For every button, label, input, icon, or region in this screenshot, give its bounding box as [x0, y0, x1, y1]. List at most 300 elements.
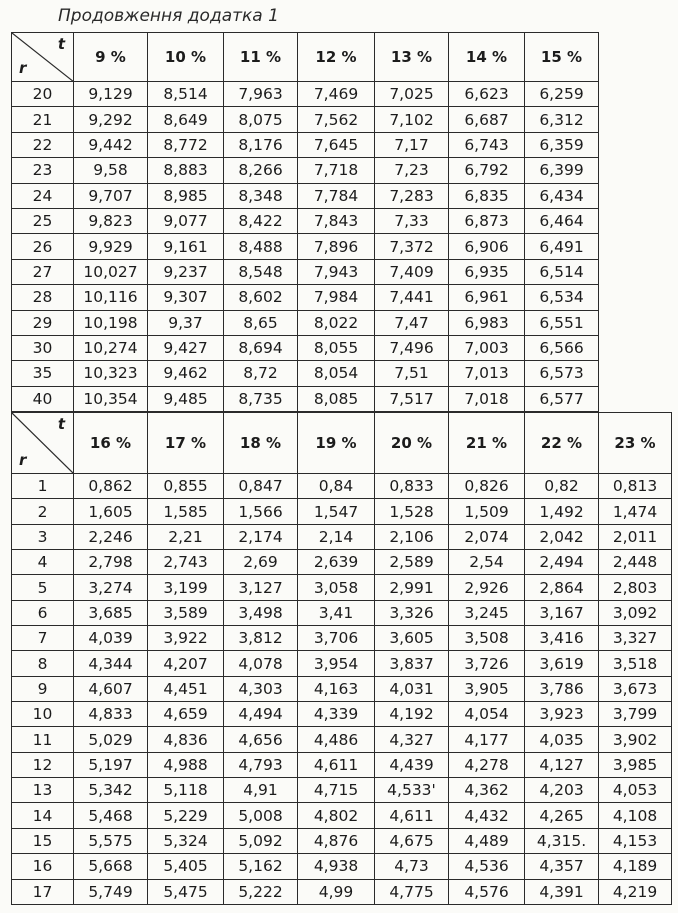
- value-cell: 4,163: [298, 676, 375, 701]
- value-cell: 4,203: [525, 778, 599, 803]
- value-cell: 6,464: [525, 208, 599, 233]
- value-cell: 8,514: [148, 82, 224, 107]
- value-cell: 1,605: [74, 499, 148, 524]
- value-cell: 7,843: [298, 208, 375, 233]
- value-cell: 2,074: [449, 524, 525, 549]
- value-cell: 4,576: [449, 879, 525, 904]
- value-cell: 2,54: [449, 550, 525, 575]
- row-label-cell: 11: [12, 727, 74, 752]
- table-row: [12, 361, 599, 386]
- value-cell: 3,954: [298, 651, 375, 676]
- table-row: [12, 803, 672, 828]
- value-cell: 4,73: [375, 854, 449, 879]
- value-cell: 7,025: [375, 82, 449, 107]
- value-cell: 3,619: [525, 651, 599, 676]
- value-cell: 1,585: [148, 499, 224, 524]
- table-row: [12, 702, 672, 727]
- value-cell: 2,926: [449, 575, 525, 600]
- corner-label-r: r: [19, 451, 27, 469]
- table-row: [12, 132, 599, 157]
- value-cell: 8,694: [224, 335, 298, 360]
- value-cell: 5,229: [148, 803, 224, 828]
- value-cell: 6,577: [525, 386, 599, 411]
- value-cell: 5,668: [74, 854, 148, 879]
- value-cell: 9,442: [74, 132, 148, 157]
- value-cell: 10,027: [74, 259, 148, 284]
- value-cell: 8,65: [224, 310, 298, 335]
- value-cell: 10,354: [74, 386, 148, 411]
- corner-cell: [12, 33, 74, 82]
- table-row: [12, 676, 672, 701]
- value-cell: 3,327: [599, 626, 672, 651]
- value-cell: 6,835: [449, 183, 525, 208]
- value-cell: 4,489: [449, 828, 525, 853]
- value-cell: 4,659: [148, 702, 224, 727]
- row-label-cell: 12: [12, 752, 74, 777]
- value-cell: 5,405: [148, 854, 224, 879]
- value-cell: 6,873: [449, 208, 525, 233]
- annuity-table-part1: [11, 32, 599, 412]
- table-row: [12, 285, 599, 310]
- value-cell: 8,548: [224, 259, 298, 284]
- row-label-cell: 7: [12, 626, 74, 651]
- value-cell: 6,687: [449, 107, 525, 132]
- value-cell: 4,315.: [525, 828, 599, 853]
- value-cell: 8,649: [148, 107, 224, 132]
- value-cell: 3,685: [74, 600, 148, 625]
- value-cell: 3,326: [375, 600, 449, 625]
- value-cell: 6,743: [449, 132, 525, 157]
- value-cell: 7,469: [298, 82, 375, 107]
- value-cell: 2,246: [74, 524, 148, 549]
- value-cell: 9,077: [148, 208, 224, 233]
- table-row: [12, 828, 672, 853]
- value-cell: 6,623: [449, 82, 525, 107]
- value-cell: 7,441: [375, 285, 449, 310]
- value-cell: 4,189: [599, 854, 672, 879]
- value-cell: 8,735: [224, 386, 298, 411]
- value-cell: 7,784: [298, 183, 375, 208]
- value-cell: 10,274: [74, 335, 148, 360]
- value-cell: 3,41: [298, 600, 375, 625]
- value-cell: 9,707: [74, 183, 148, 208]
- value-cell: 6,491: [525, 234, 599, 259]
- value-cell: 2,991: [375, 575, 449, 600]
- value-cell: 7,47: [375, 310, 449, 335]
- value-cell: 2,798: [74, 550, 148, 575]
- value-cell: 0,826: [449, 474, 525, 499]
- value-cell: 4,078: [224, 651, 298, 676]
- row-label-cell: 1: [12, 474, 74, 499]
- value-cell: 4,938: [298, 854, 375, 879]
- value-cell: 1,566: [224, 499, 298, 524]
- value-cell: 2,589: [375, 550, 449, 575]
- value-cell: 1,528: [375, 499, 449, 524]
- value-cell: 7,013: [449, 361, 525, 386]
- table-row: [12, 208, 599, 233]
- value-cell: 7,17: [375, 132, 449, 157]
- value-cell: 7,718: [298, 158, 375, 183]
- value-cell: 3,498: [224, 600, 298, 625]
- column-header: 21 %: [449, 413, 525, 474]
- value-cell: 8,075: [224, 107, 298, 132]
- value-cell: 7,283: [375, 183, 449, 208]
- table-row: [12, 550, 672, 575]
- column-header: 23 %: [599, 413, 672, 474]
- value-cell: 3,923: [525, 702, 599, 727]
- row-label-cell: 22: [12, 132, 74, 157]
- row-label-cell: 4: [12, 550, 74, 575]
- value-cell: 3,673: [599, 676, 672, 701]
- value-cell: 4,219: [599, 879, 672, 904]
- value-cell: 6,983: [449, 310, 525, 335]
- value-cell: 5,475: [148, 879, 224, 904]
- value-cell: 2,69: [224, 550, 298, 575]
- row-label-cell: 24: [12, 183, 74, 208]
- value-cell: 7,33: [375, 208, 449, 233]
- value-cell: 4,611: [375, 803, 449, 828]
- value-cell: 9,485: [148, 386, 224, 411]
- value-cell: 3,199: [148, 575, 224, 600]
- value-cell: 4,988: [148, 752, 224, 777]
- value-cell: 7,517: [375, 386, 449, 411]
- value-cell: 8,266: [224, 158, 298, 183]
- value-cell: 3,905: [449, 676, 525, 701]
- value-cell: 0,855: [148, 474, 224, 499]
- value-cell: 8,055: [298, 335, 375, 360]
- value-cell: 6,551: [525, 310, 599, 335]
- value-cell: 6,534: [525, 285, 599, 310]
- corner-cell: [12, 413, 74, 474]
- table-row: [12, 600, 672, 625]
- row-label-cell: 3: [12, 524, 74, 549]
- row-label-cell: 5: [12, 575, 74, 600]
- column-header: 9 %: [74, 33, 148, 82]
- value-cell: 10,198: [74, 310, 148, 335]
- value-cell: 4,207: [148, 651, 224, 676]
- value-cell: 4,391: [525, 879, 599, 904]
- table-row: [12, 778, 672, 803]
- value-cell: 4,039: [74, 626, 148, 651]
- value-cell: 5,342: [74, 778, 148, 803]
- value-cell: 3,799: [599, 702, 672, 727]
- table-row: [12, 651, 672, 676]
- value-cell: 5,092: [224, 828, 298, 853]
- value-cell: 8,176: [224, 132, 298, 157]
- value-cell: 4,127: [525, 752, 599, 777]
- value-cell: 5,162: [224, 854, 298, 879]
- value-cell: 7,963: [224, 82, 298, 107]
- value-cell: 3,922: [148, 626, 224, 651]
- value-cell: 5,029: [74, 727, 148, 752]
- value-cell: 2,174: [224, 524, 298, 549]
- value-cell: 3,518: [599, 651, 672, 676]
- column-header: 14 %: [449, 33, 525, 82]
- value-cell: 2,21: [148, 524, 224, 549]
- value-cell: 8,72: [224, 361, 298, 386]
- value-cell: 10,116: [74, 285, 148, 310]
- value-cell: 4,439: [375, 752, 449, 777]
- row-label-cell: 2: [12, 499, 74, 524]
- value-cell: 8,348: [224, 183, 298, 208]
- value-cell: 4,675: [375, 828, 449, 853]
- value-cell: 8,985: [148, 183, 224, 208]
- value-cell: 6,935: [449, 259, 525, 284]
- value-cell: 4,265: [525, 803, 599, 828]
- column-header: 22 %: [525, 413, 599, 474]
- value-cell: 9,237: [148, 259, 224, 284]
- row-label-cell: 9: [12, 676, 74, 701]
- value-cell: 4,833: [74, 702, 148, 727]
- value-cell: 3,706: [298, 626, 375, 651]
- row-label-cell: 14: [12, 803, 74, 828]
- column-header: 18 %: [224, 413, 298, 474]
- table-row: [12, 386, 599, 411]
- value-cell: 4,432: [449, 803, 525, 828]
- column-header: 19 %: [298, 413, 375, 474]
- value-cell: 4,327: [375, 727, 449, 752]
- value-cell: 2,042: [525, 524, 599, 549]
- value-cell: 5,749: [74, 879, 148, 904]
- value-cell: 4,99: [298, 879, 375, 904]
- value-cell: 4,108: [599, 803, 672, 828]
- table-row: [12, 107, 599, 132]
- value-cell: 4,836: [148, 727, 224, 752]
- value-cell: 9,427: [148, 335, 224, 360]
- value-cell: 4,536: [449, 854, 525, 879]
- value-cell: 4,192: [375, 702, 449, 727]
- column-header: 13 %: [375, 33, 449, 82]
- row-label-cell: 21: [12, 107, 74, 132]
- value-cell: 3,508: [449, 626, 525, 651]
- value-cell: 7,562: [298, 107, 375, 132]
- value-cell: 8,772: [148, 132, 224, 157]
- value-cell: 4,656: [224, 727, 298, 752]
- table-row: [12, 310, 599, 335]
- value-cell: 3,092: [599, 600, 672, 625]
- value-cell: 4,344: [74, 651, 148, 676]
- value-cell: 4,876: [298, 828, 375, 853]
- table-row: [12, 82, 599, 107]
- value-cell: 4,793: [224, 752, 298, 777]
- value-cell: 9,823: [74, 208, 148, 233]
- value-cell: 1,474: [599, 499, 672, 524]
- value-cell: 10,323: [74, 361, 148, 386]
- row-label-cell: 20: [12, 82, 74, 107]
- annuity-table-part2: [11, 412, 672, 905]
- value-cell: 4,031: [375, 676, 449, 701]
- table-row: [12, 474, 672, 499]
- value-cell: 4,451: [148, 676, 224, 701]
- value-cell: 5,324: [148, 828, 224, 853]
- value-cell: 4,486: [298, 727, 375, 752]
- column-header: 20 %: [375, 413, 449, 474]
- value-cell: 8,602: [224, 285, 298, 310]
- corner-label-t: t: [57, 415, 65, 433]
- value-cell: 7,984: [298, 285, 375, 310]
- value-cell: 4,053: [599, 778, 672, 803]
- value-cell: 3,127: [224, 575, 298, 600]
- row-label-cell: 26: [12, 234, 74, 259]
- row-label-cell: 30: [12, 335, 74, 360]
- row-label-cell: 27: [12, 259, 74, 284]
- value-cell: 8,022: [298, 310, 375, 335]
- value-cell: 9,307: [148, 285, 224, 310]
- value-cell: 6,359: [525, 132, 599, 157]
- value-cell: 6,792: [449, 158, 525, 183]
- value-cell: 4,607: [74, 676, 148, 701]
- row-label-cell: 15: [12, 828, 74, 853]
- value-cell: 5,468: [74, 803, 148, 828]
- row-label-cell: 35: [12, 361, 74, 386]
- page-caption: Продовження додатка 1: [58, 6, 279, 26]
- value-cell: 3,058: [298, 575, 375, 600]
- value-cell: 6,514: [525, 259, 599, 284]
- value-cell: 1,509: [449, 499, 525, 524]
- value-cell: 2,011: [599, 524, 672, 549]
- value-cell: 8,883: [148, 158, 224, 183]
- value-cell: 6,259: [525, 82, 599, 107]
- header-row: [12, 33, 599, 82]
- value-cell: 1,492: [525, 499, 599, 524]
- value-cell: 9,161: [148, 234, 224, 259]
- value-cell: 0,84: [298, 474, 375, 499]
- table-row: [12, 575, 672, 600]
- value-cell: 2,494: [525, 550, 599, 575]
- value-cell: 4,278: [449, 752, 525, 777]
- value-cell: 9,37: [148, 310, 224, 335]
- column-header: 10 %: [148, 33, 224, 82]
- value-cell: 0,82: [525, 474, 599, 499]
- value-cell: 3,416: [525, 626, 599, 651]
- table-row: [12, 335, 599, 360]
- value-cell: 4,611: [298, 752, 375, 777]
- value-cell: 3,605: [375, 626, 449, 651]
- row-label-cell: 17: [12, 879, 74, 904]
- value-cell: 2,743: [148, 550, 224, 575]
- value-cell: 7,372: [375, 234, 449, 259]
- row-label-cell: 13: [12, 778, 74, 803]
- value-cell: 4,775: [375, 879, 449, 904]
- value-cell: 3,786: [525, 676, 599, 701]
- value-cell: 5,008: [224, 803, 298, 828]
- table-row: [12, 626, 672, 651]
- value-cell: 7,645: [298, 132, 375, 157]
- value-cell: 4,177: [449, 727, 525, 752]
- value-cell: 4,339: [298, 702, 375, 727]
- table-row: [12, 879, 672, 904]
- table-row: [12, 524, 672, 549]
- value-cell: 4,362: [449, 778, 525, 803]
- value-cell: 7,102: [375, 107, 449, 132]
- value-cell: 6,566: [525, 335, 599, 360]
- column-header: 16 %: [74, 413, 148, 474]
- column-header: 11 %: [224, 33, 298, 82]
- row-label-cell: 28: [12, 285, 74, 310]
- row-label-cell: 6: [12, 600, 74, 625]
- value-cell: 0,813: [599, 474, 672, 499]
- column-header: 17 %: [148, 413, 224, 474]
- value-cell: 2,864: [525, 575, 599, 600]
- row-label-cell: 29: [12, 310, 74, 335]
- value-cell: 4,91: [224, 778, 298, 803]
- value-cell: 4,054: [449, 702, 525, 727]
- value-cell: 4,802: [298, 803, 375, 828]
- value-cell: 8,422: [224, 208, 298, 233]
- row-label-cell: 23: [12, 158, 74, 183]
- value-cell: 6,906: [449, 234, 525, 259]
- table-row: [12, 158, 599, 183]
- value-cell: 6,573: [525, 361, 599, 386]
- table-row: [12, 183, 599, 208]
- value-cell: 2,14: [298, 524, 375, 549]
- value-cell: 8,085: [298, 386, 375, 411]
- value-cell: 8,054: [298, 361, 375, 386]
- value-cell: 0,833: [375, 474, 449, 499]
- value-cell: 4,715: [298, 778, 375, 803]
- header-row: [12, 413, 672, 474]
- value-cell: 3,726: [449, 651, 525, 676]
- value-cell: 5,222: [224, 879, 298, 904]
- value-cell: 9,129: [74, 82, 148, 107]
- value-cell: 7,018: [449, 386, 525, 411]
- value-cell: 4,303: [224, 676, 298, 701]
- column-header: 12 %: [298, 33, 375, 82]
- column-header: 15 %: [525, 33, 599, 82]
- value-cell: 8,488: [224, 234, 298, 259]
- row-label-cell: 8: [12, 651, 74, 676]
- value-cell: 4,357: [525, 854, 599, 879]
- value-cell: 7,496: [375, 335, 449, 360]
- value-cell: 7,51: [375, 361, 449, 386]
- value-cell: 6,961: [449, 285, 525, 310]
- value-cell: 7,896: [298, 234, 375, 259]
- table-row: [12, 499, 672, 524]
- row-label-cell: 40: [12, 386, 74, 411]
- value-cell: 2,106: [375, 524, 449, 549]
- value-cell: 4,533': [375, 778, 449, 803]
- value-cell: 9,929: [74, 234, 148, 259]
- corner-label-t: t: [57, 35, 65, 53]
- value-cell: 7,003: [449, 335, 525, 360]
- value-cell: 4,035: [525, 727, 599, 752]
- value-cell: 7,409: [375, 259, 449, 284]
- row-label-cell: 25: [12, 208, 74, 233]
- value-cell: 5,575: [74, 828, 148, 853]
- row-label-cell: 16: [12, 854, 74, 879]
- value-cell: 6,312: [525, 107, 599, 132]
- value-cell: 3,902: [599, 727, 672, 752]
- value-cell: 9,58: [74, 158, 148, 183]
- value-cell: 4,494: [224, 702, 298, 727]
- value-cell: 3,812: [224, 626, 298, 651]
- value-cell: 3,589: [148, 600, 224, 625]
- value-cell: 7,23: [375, 158, 449, 183]
- value-cell: 1,547: [298, 499, 375, 524]
- value-cell: 3,167: [525, 600, 599, 625]
- value-cell: 3,274: [74, 575, 148, 600]
- value-cell: 6,434: [525, 183, 599, 208]
- value-cell: 7,943: [298, 259, 375, 284]
- value-cell: 2,448: [599, 550, 672, 575]
- value-cell: 4,153: [599, 828, 672, 853]
- value-cell: 0,862: [74, 474, 148, 499]
- table-row: [12, 259, 599, 284]
- value-cell: 3,245: [449, 600, 525, 625]
- value-cell: 9,462: [148, 361, 224, 386]
- value-cell: 3,985: [599, 752, 672, 777]
- value-cell: 2,803: [599, 575, 672, 600]
